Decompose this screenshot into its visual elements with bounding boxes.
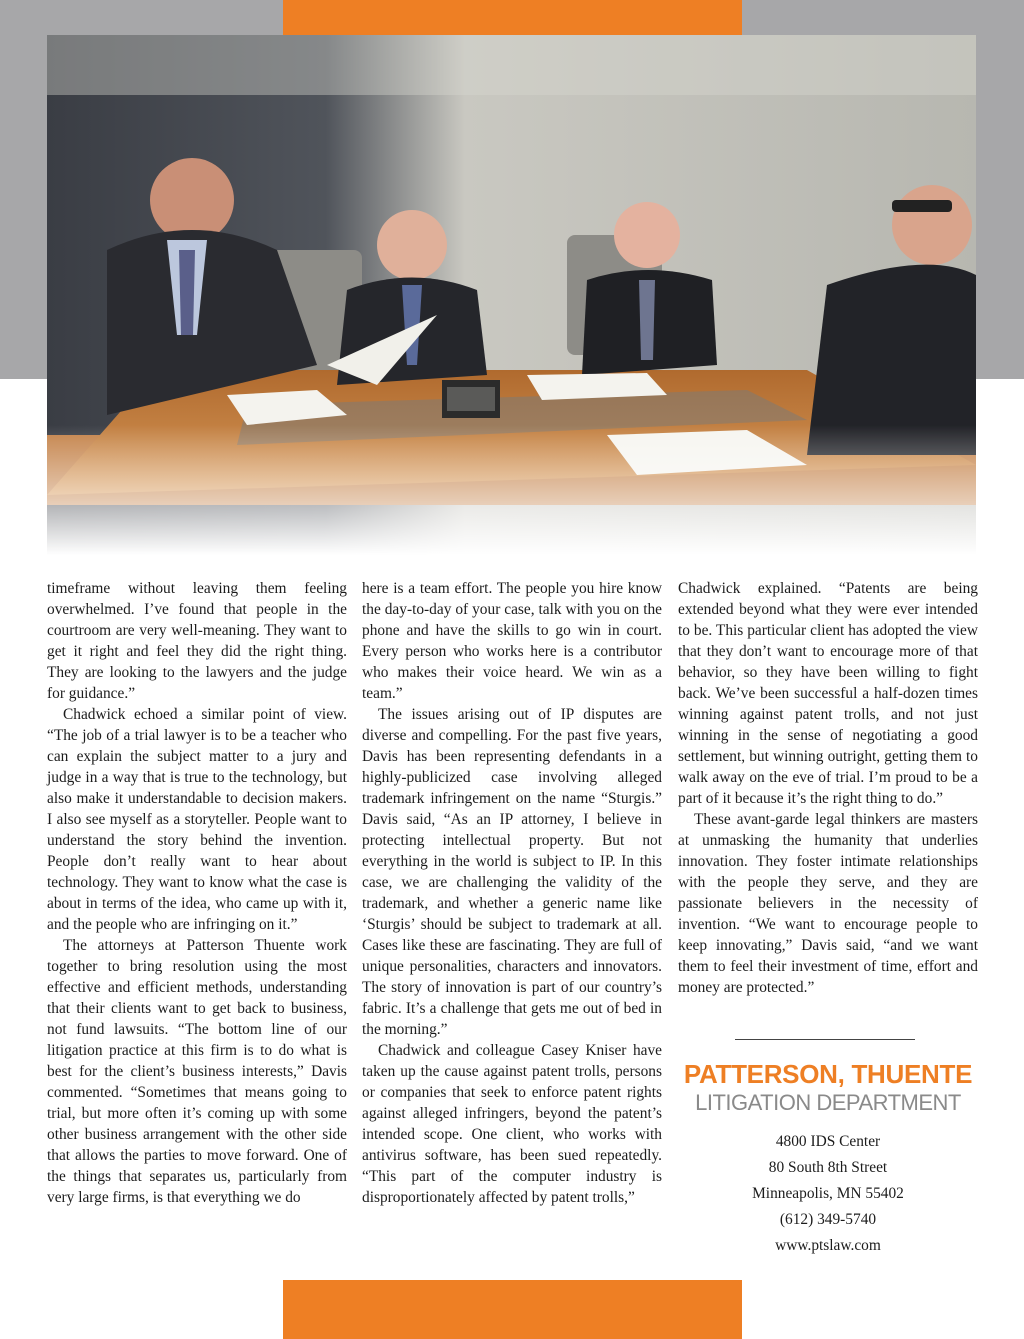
bottom-orange-tab (283, 1280, 742, 1339)
paragraph: The attorneys at Patterson Thuente work together to bring resolution using the most effective and efficient methods, understanding that their clients want to get back to business, not fund lawsuits. “The bottom line of our litigation practice at this firm is to do what is best for the client’s business interests,” Davis commented. “Sometimes that means going to trial, but more often it’s coming up with some other business arrangement with the other side that allows the parties to move forward. One of the things that separates us, particularly from very large firms, is that everything we do (47, 937, 347, 1206)
address-line: 4800 IDS Center (775, 1133, 881, 1150)
paragraph: Chadwick explained. “Patents are being extended beyond what they were ever intended to be. This particular client has adopted the view that they don’t want to encourage more of that behavior, so they have been willing to fight back. We’ve been successful a half-dozen times winning against patent trolls, and not just winning in the sense of negotiating a good settlement, but winning outright, getting them to walk away on the eve of trial. I’m proud to be a part of it because it’s the right thing to do.” (678, 580, 978, 807)
firm-address-block (678, 1129, 978, 1259)
paragraph: here is a team effort. The people you hire know the day-to-day of your case, talk with you on the phone and have the skills to go win in court. Every person who works here is a contributor who makes their voice heard. We win as a team.” (362, 580, 662, 702)
firm-name: PATTERSON, THUENTE (683, 1059, 973, 1089)
firm-logo (678, 1059, 978, 1117)
paragraph: The issues arising out of IP disputes are diverse and compelling. For the past five years, Davis has been representing defendants in a highly-publicized case involving alleged trademark infringement on the name “Sturgis.” Davis said, “As an IP attorney, I believe in protecting intellectual property. But not everything in the world is subject to IP. In this case, we are challenging the validity of the trademark, and whether a generic name like ‘Sturgis’ should be subject to trademark at all. Cases like these are fascinating. They are full of unique personalities, characters and innovators. The story of innovation is part of our country’s fabric. It’s a challenge that gets me out of bed in the morning.” (362, 706, 662, 1038)
paragraph: Chadwick and colleague Casey Kniser have taken up the cause against patent trolls, persons or companies that seek to enforce patent rights against alleged infringers, beyond the patent’s intended scope. One client, who works with antivirus software, has been sued repeatedly. “This part of the computer industry is disproportionately affected by patent trolls,” (362, 1042, 662, 1206)
address-line: 80 South 8th Street (768, 1159, 888, 1176)
paragraph: timeframe without leaving them feeling overwhelmed. I’ve found that people in the courtroom are very well-meaning. They want to get it right and feel they did the right thing. They are looking to the lawyers and the judge for guidance.” (47, 580, 347, 702)
firm-department: LITIGATION DEPARTMENT (695, 1090, 961, 1115)
address-line: Minneapolis, MN 55402 (752, 1185, 904, 1202)
website-link[interactable]: www.ptslaw.com (775, 1237, 881, 1254)
article-column-3 (678, 578, 978, 998)
article-column-2 (362, 578, 662, 1208)
paragraph: These avant-garde legal thinkers are masters at unmasking the humanity that underlies innovation. They foster intimate relationships with the people they serve, and they are passionate believers in the necessity of invention. “We want to encourage people to keep innovating,” Davis said, “and we want them to feel their investment of time, effort and money are protected.” (678, 811, 978, 996)
meeting-photo (47, 35, 976, 555)
section-divider (735, 1039, 915, 1040)
paragraph: Chadwick echoed a similar point of view. “The job of a trial lawyer is to be a teacher who can explain the subject matter to a jury and judge in a way that is true to the technology, but also make it understandable to decision makers. I also see myself as a storyteller. People want to understand the story behind the invention. People don’t really want to hear about technology. They want to know what the case is about in terms of the idea, who came up with it, and the people who are infringing on it.” (47, 706, 347, 933)
article-column-1 (47, 578, 347, 1208)
phone-number: (612) 349-5740 (779, 1211, 877, 1228)
